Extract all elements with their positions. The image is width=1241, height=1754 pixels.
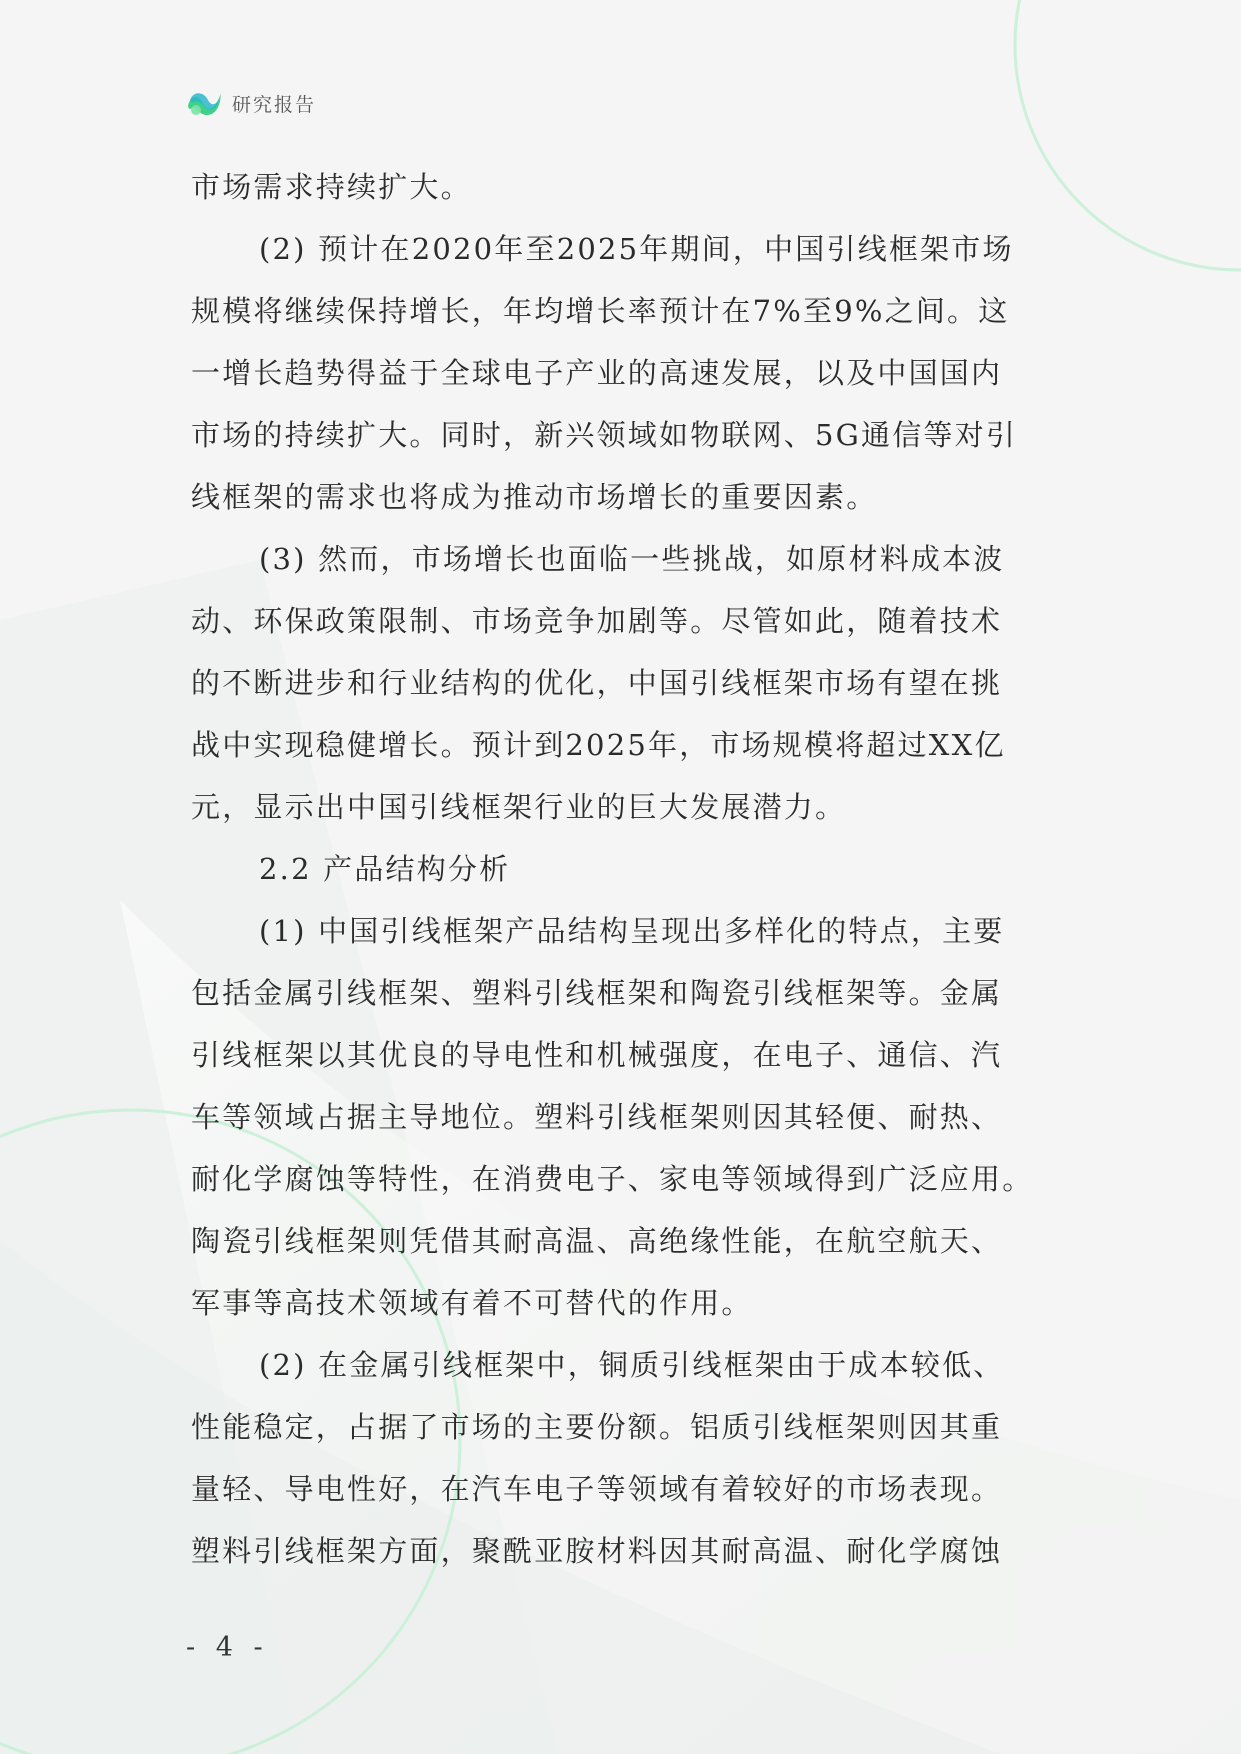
body-line: 元，显示出中国引线框架行业的巨大发展潜力。 bbox=[191, 790, 847, 824]
section-heading: 2.2 产品结构分析 bbox=[259, 852, 511, 886]
body-line: 塑料引线框架方面，聚酰亚胺材料因其耐高温、耐化学腐蚀 bbox=[191, 1534, 1003, 1568]
body-line: 引线框架以其优良的导电性和机械强度，在电子、通信、汽 bbox=[191, 1038, 1003, 1072]
logo-icon bbox=[186, 88, 222, 118]
body-line: 量轻、导电性好，在汽车电子等领域有着较好的市场表现。 bbox=[191, 1472, 1003, 1506]
body-line: 战中实现稳健增长。预计到2025年，市场规模将超过XX亿 bbox=[191, 728, 1006, 762]
paragraph-start-line: (2) 预计在2020年至2025年期间，中国引线框架市场 bbox=[259, 232, 1014, 266]
report-header bbox=[186, 88, 316, 118]
body-line: 一增长趋势得益于全球电子产业的高速发展，以及中国国内 bbox=[191, 356, 1003, 390]
header-title: 研究报告 bbox=[232, 93, 317, 116]
body-line: 陶瓷引线框架则凭借其耐高温、高绝缘性能，在航空航天、 bbox=[191, 1224, 1003, 1258]
paragraph-start-line: (2) 在金属引线框架中，铜质引线框架由于成本较低、 bbox=[259, 1348, 1005, 1382]
body-line: 线框架的需求也将成为推动市场增长的重要因素。 bbox=[191, 480, 878, 514]
body-line: 军事等高技术领域有着不可替代的作用。 bbox=[191, 1286, 753, 1320]
page-number: - 4 - bbox=[186, 1632, 269, 1663]
body-line: 的不断进步和行业结构的优化，中国引线框架市场有望在挑 bbox=[191, 666, 1003, 700]
paragraph-start-line: (3) 然而，市场增长也面临一些挑战，如原材料成本波 bbox=[259, 542, 1005, 576]
body-line: 规模将继续保持增长，年均增长率预计在7%至9%之间。这 bbox=[191, 294, 1010, 328]
body-line: 包括金属引线框架、塑料引线框架和陶瓷引线框架等。金属 bbox=[191, 976, 1003, 1010]
document-body bbox=[191, 156, 1061, 1582]
paragraph-start-line: (1) 中国引线框架产品结构呈现出多样化的特点，主要 bbox=[259, 914, 1005, 948]
body-line: 市场的持续扩大。同时，新兴领域如物联网、5G通信等对引 bbox=[191, 418, 1018, 452]
body-line: 动、环保政策限制、市场竞争加剧等。尽管如此，随着技术 bbox=[191, 604, 1003, 638]
body-line: 耐化学腐蚀等特性，在消费电子、家电等领域得到广泛应用。 bbox=[191, 1162, 1034, 1196]
body-line: 性能稳定，占据了市场的主要份额。铝质引线框架则因其重 bbox=[191, 1410, 1003, 1444]
body-line: 市场需求持续扩大。 bbox=[191, 170, 472, 204]
body-line: 车等领域占据主导地位。塑料引线框架则因其轻便、耐热、 bbox=[191, 1100, 1003, 1134]
